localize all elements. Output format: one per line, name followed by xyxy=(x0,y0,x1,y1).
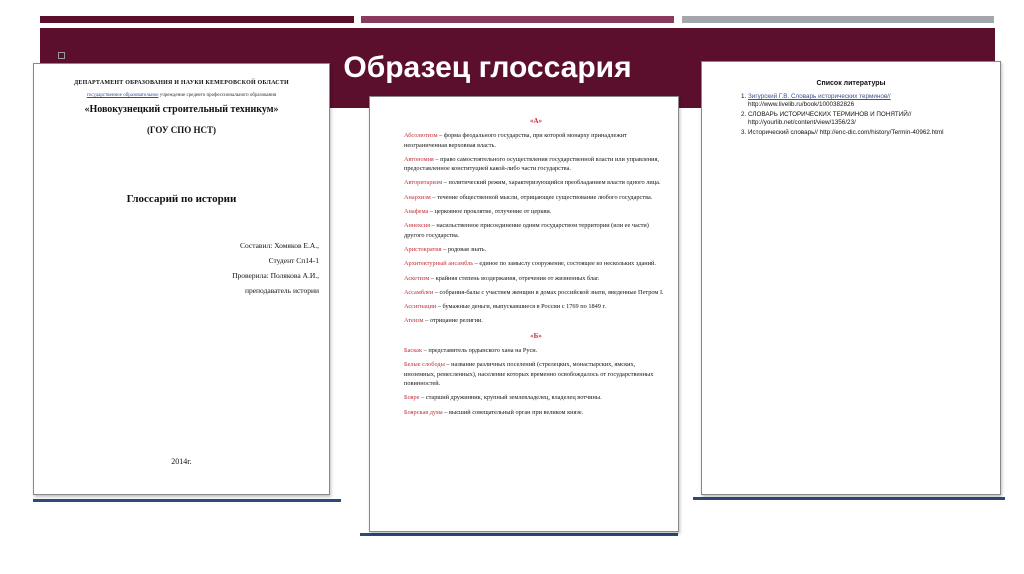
letter-heading-a: «А» xyxy=(529,117,543,125)
glossary-definition: – политический режим, характеризующийся преобладанием власти одного лица. xyxy=(442,179,661,187)
literature-item xyxy=(748,111,988,127)
document-title: Глоссарий по истории xyxy=(126,193,237,205)
glossary-entry xyxy=(404,155,668,174)
glossary-definition: – родовая знать. xyxy=(441,245,487,253)
glossary-definition: – название различных поселений (стрелецких, монастырских, ямских, иноземных, ремесленных), население которых временно освобождалось от государственных повинностей. xyxy=(404,361,654,387)
glossary-entry xyxy=(404,274,668,283)
literature-text: Исторический словарь// http://enc-dic.com/history/Termin-40962.html xyxy=(748,129,944,136)
glossary-entry xyxy=(404,302,668,311)
glossary-entry xyxy=(404,193,668,202)
checked-by: Проверила: Полякова А.И., xyxy=(232,271,319,280)
glossary-definition: – собрания-балы с участием женщин в домах российской знати, введенные Петром I. xyxy=(433,288,664,296)
glossary-term: Анархизм xyxy=(404,193,431,201)
glossary-definition: – церковное проклятие, отлучение от церкви. xyxy=(428,208,552,216)
glossary-term: Анафема xyxy=(404,208,429,216)
accent-bar-1 xyxy=(40,16,354,23)
institution-line xyxy=(34,93,329,98)
glossary-term: Аннексия xyxy=(404,222,431,230)
glossary-entry xyxy=(404,259,668,268)
glossary-definition: – насильственное присоединение одним государством территории (или ее части) другого государства. xyxy=(404,222,649,239)
glossary-entry xyxy=(404,316,668,325)
glossary-term: Аристократия xyxy=(404,245,442,253)
glossary-page xyxy=(369,96,679,532)
glossary-definition: – отрицание религии. xyxy=(423,317,483,325)
glossary-term: Автономия xyxy=(404,155,434,163)
glossary-entry xyxy=(404,221,668,240)
glossary-term: Архитектурный ансамбль xyxy=(404,260,474,268)
glossary-term: Абсолютизм xyxy=(404,132,438,140)
glossary-definition: – форма феодального государства, при которой монарху принадлежит неограниченная верховная власть. xyxy=(404,132,627,149)
glossary-term: Ассигнации xyxy=(404,303,437,311)
glossary-entry xyxy=(404,393,668,402)
department-name: ДЕПАРТАМЕНТ ОБРАЗОВАНИЯ И НАУКИ КЕМЕРОВСКОЙ ОБЛАСТИ xyxy=(74,80,289,86)
year: 2014г. xyxy=(171,457,192,466)
glossary-term: Боярская дума xyxy=(404,408,443,416)
glossary-definition: – течение общественной мысли, отрицающее существование любого государства. xyxy=(430,193,653,201)
glossary-term: Ассамблеи xyxy=(404,288,434,296)
glossary-entry xyxy=(404,131,668,150)
literature-text: http://www.livelib.ru/book/1000382826 xyxy=(748,101,855,108)
glossary-definition: – крайняя степень воздержания, отречения от жизненных благ. xyxy=(429,274,600,282)
glossary-list-b xyxy=(404,346,668,417)
glossary-entry xyxy=(404,346,668,355)
literature-link[interactable]: Зигурский Г.В. Словарь исторических терминов// xyxy=(748,93,891,100)
glossary-entry xyxy=(404,245,668,254)
title-page xyxy=(33,63,330,495)
glossary-definition: – представитель ордынского хана на Руси. xyxy=(422,347,538,355)
teacher-role: преподаватель истории xyxy=(244,286,319,295)
glossary-list-a xyxy=(404,131,668,325)
glossary-term: Бояре xyxy=(404,394,420,402)
bullet-square-icon xyxy=(58,52,65,59)
page-1-underline xyxy=(33,499,341,502)
glossary-entry xyxy=(404,207,668,216)
slide-title: Образец глоссария xyxy=(343,51,632,84)
student-group: Студент Сп14-1 xyxy=(268,256,319,265)
literature-title: Список литературы xyxy=(816,80,886,87)
glossary-term: Атеизм xyxy=(404,317,424,325)
literature-list xyxy=(748,93,988,137)
author-block xyxy=(199,238,319,298)
glossary-entry xyxy=(404,360,668,388)
page-3-underline xyxy=(693,497,1005,500)
college-name: «Новокузнецкий строительный техникум» xyxy=(84,104,279,115)
glossary-entry xyxy=(404,408,668,417)
glossary-definition: – единое по замыслу сооружение, состоящее из нескольких зданий. xyxy=(473,260,656,268)
glossary-term: Аскетизм xyxy=(404,274,430,282)
glossary-definition: – бумажные деньги, выпускавшиеся в России с 1769 по 1849 г. xyxy=(436,303,606,311)
glossary-definition: – старший дружинник, крупный землевладелец, владелец вотчины. xyxy=(419,394,602,402)
glossary-definition: – право самостоятельного осуществления государственной власти или управления, предоставленное конституцией какой-либо части государства. xyxy=(404,155,659,173)
college-abbr: (ГОУ СПО НСТ) xyxy=(146,125,217,135)
literature-page xyxy=(701,61,1001,495)
literature-item xyxy=(748,129,988,137)
page-2-underline xyxy=(360,533,678,536)
glossary-entry xyxy=(404,288,668,297)
glossary-entry xyxy=(404,178,668,187)
compiled-by: Составил: Хомяков Е.А., xyxy=(239,241,319,250)
institution-rest: учреждение среднего профессионального образования xyxy=(159,93,277,98)
glossary-term: Авторитаризм xyxy=(404,179,443,187)
institution-prefix: государственное образовательное xyxy=(86,93,159,98)
accent-bar-3 xyxy=(682,16,994,23)
glossary-term: Баскак xyxy=(404,347,423,355)
accent-bar-2 xyxy=(361,16,674,23)
letter-heading-b: «Б» xyxy=(530,331,542,340)
literature-item xyxy=(748,93,988,109)
literature-text: СЛОВАРЬ ИСТОРИЧЕСКИХ ТЕРМИНОВ И ПОНЯТИЙ// http://yourlib.net/content/view/1356/23/ xyxy=(748,111,912,126)
glossary-definition: – высший совещательный орган при великом князе. xyxy=(442,408,584,416)
glossary-term: Белые слободы xyxy=(404,361,445,369)
